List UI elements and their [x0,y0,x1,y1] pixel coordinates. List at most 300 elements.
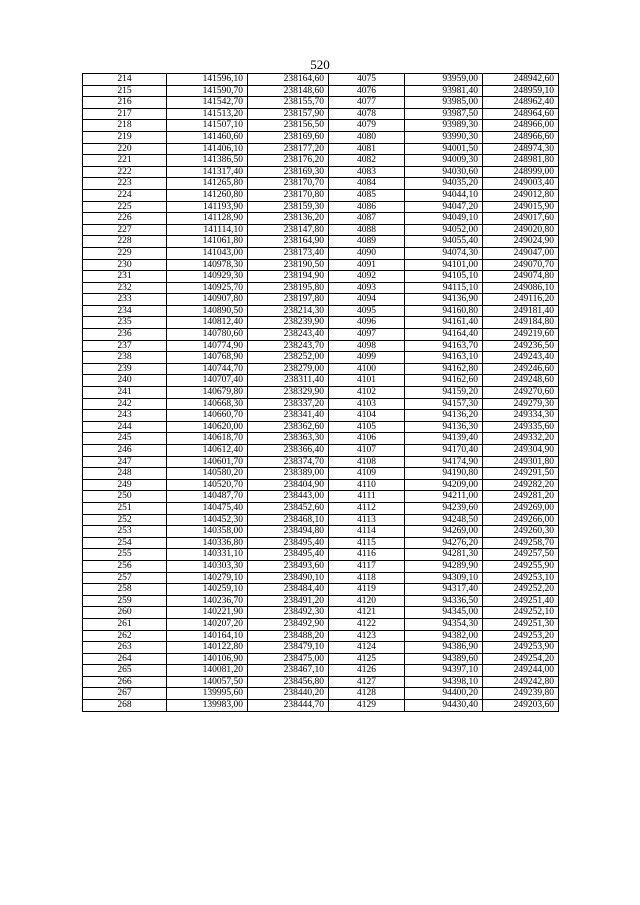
table-row [83,410,559,422]
coordinates-table [82,73,559,712]
point-number-2-cell: 4090 [329,247,405,259]
point-number-cell: 246 [83,445,167,457]
y-coordinate-cell: 238374,70 [248,456,329,468]
x-coordinate-2-cell: 94209,00 [405,479,483,491]
point-number-2-cell: 4118 [329,572,405,584]
y-coordinate-2-cell: 248966,00 [483,120,559,132]
x-coordinate-cell: 140601,70 [167,456,248,468]
x-coordinate-2-cell: 94430,40 [405,700,483,712]
x-coordinate-cell: 140668,30 [167,398,248,410]
x-coordinate-cell: 141590,70 [167,85,248,97]
x-coordinate-2-cell: 94044,10 [405,189,483,201]
x-coordinate-cell: 140057,50 [167,676,248,688]
y-coordinate-2-cell: 249047,00 [483,247,559,259]
table-row [83,584,559,596]
point-number-2-cell: 4103 [329,398,405,410]
x-coordinate-2-cell: 94170,40 [405,445,483,457]
y-coordinate-cell: 238495,40 [248,549,329,561]
y-coordinate-cell: 238279,00 [248,363,329,375]
point-number-cell: 226 [83,213,167,225]
point-number-cell: 257 [83,572,167,584]
y-coordinate-cell: 238170,70 [248,178,329,190]
point-number-cell: 223 [83,178,167,190]
point-number-2-cell: 4101 [329,375,405,387]
x-coordinate-cell: 140331,10 [167,549,248,561]
x-coordinate-cell: 140620,00 [167,421,248,433]
table-row [83,456,559,468]
point-number-2-cell: 4123 [329,630,405,642]
point-number-cell: 261 [83,618,167,630]
x-coordinate-2-cell: 94309,10 [405,572,483,584]
x-coordinate-cell: 140279,10 [167,572,248,584]
y-coordinate-cell: 238475,00 [248,653,329,665]
y-coordinate-cell: 238456,80 [248,676,329,688]
table-row [83,421,559,433]
point-number-cell: 244 [83,421,167,433]
x-coordinate-2-cell: 94139,40 [405,433,483,445]
x-coordinate-2-cell: 93987,50 [405,108,483,120]
y-coordinate-2-cell: 249260,30 [483,526,559,538]
y-coordinate-cell: 238243,70 [248,340,329,352]
y-coordinate-2-cell: 249254,20 [483,653,559,665]
table-row [83,526,559,538]
point-number-cell: 234 [83,305,167,317]
x-coordinate-cell: 140780,60 [167,329,248,341]
point-number-cell: 241 [83,387,167,399]
table-row [83,653,559,665]
y-coordinate-cell: 238468,10 [248,514,329,526]
x-coordinate-2-cell: 93990,30 [405,131,483,143]
point-number-2-cell: 4078 [329,108,405,120]
x-coordinate-2-cell: 94190,80 [405,468,483,480]
x-coordinate-cell: 141406,10 [167,143,248,155]
x-coordinate-cell: 140081,20 [167,665,248,677]
x-coordinate-2-cell: 94164,40 [405,329,483,341]
y-coordinate-2-cell: 248959,10 [483,85,559,97]
y-coordinate-2-cell: 249244,00 [483,665,559,677]
table-row [83,166,559,178]
x-coordinate-2-cell: 94161,40 [405,317,483,329]
x-coordinate-cell: 140358,00 [167,526,248,538]
point-number-2-cell: 4080 [329,131,405,143]
point-number-cell: 253 [83,526,167,538]
y-coordinate-cell: 238495,40 [248,537,329,549]
point-number-cell: 264 [83,653,167,665]
table-row [83,97,559,109]
x-coordinate-2-cell: 94162,60 [405,375,483,387]
x-coordinate-cell: 140164,10 [167,630,248,642]
point-number-cell: 222 [83,166,167,178]
point-number-cell: 259 [83,595,167,607]
point-number-cell: 216 [83,97,167,109]
y-coordinate-cell: 238148,60 [248,85,329,97]
point-number-2-cell: 4127 [329,676,405,688]
point-number-2-cell: 4110 [329,479,405,491]
y-coordinate-cell: 238440,20 [248,688,329,700]
x-coordinate-2-cell: 94047,20 [405,201,483,213]
table-row [83,363,559,375]
y-coordinate-2-cell: 249184,80 [483,317,559,329]
table-row [83,305,559,317]
point-number-cell: 268 [83,700,167,712]
point-number-2-cell: 4091 [329,259,405,271]
y-coordinate-2-cell: 249266,00 [483,514,559,526]
point-number-2-cell: 4094 [329,294,405,306]
point-number-cell: 224 [83,189,167,201]
x-coordinate-2-cell: 94105,10 [405,271,483,283]
point-number-2-cell: 4099 [329,352,405,364]
x-coordinate-cell: 141193,90 [167,201,248,213]
point-number-cell: 256 [83,560,167,572]
table-row [83,700,559,712]
y-coordinate-2-cell: 249335,60 [483,421,559,433]
point-number-2-cell: 4116 [329,549,405,561]
y-coordinate-2-cell: 248981,80 [483,155,559,167]
y-coordinate-cell: 238363,30 [248,433,329,445]
y-coordinate-cell: 238491,20 [248,595,329,607]
point-number-cell: 267 [83,688,167,700]
y-coordinate-2-cell: 249086,10 [483,282,559,294]
x-coordinate-cell: 140744,70 [167,363,248,375]
point-number-cell: 230 [83,259,167,271]
table-row [83,74,559,86]
y-coordinate-cell: 238157,90 [248,108,329,120]
y-coordinate-2-cell: 248966,60 [483,131,559,143]
table-row [83,155,559,167]
y-coordinate-cell: 238452,60 [248,502,329,514]
y-coordinate-2-cell: 249239,80 [483,688,559,700]
x-coordinate-2-cell: 94276,20 [405,537,483,549]
y-coordinate-cell: 238169,30 [248,166,329,178]
x-coordinate-cell: 140612,40 [167,445,248,457]
y-coordinate-2-cell: 248964,60 [483,108,559,120]
x-coordinate-cell: 140122,80 [167,642,248,654]
x-coordinate-2-cell: 94136,90 [405,294,483,306]
y-coordinate-2-cell: 249017,60 [483,213,559,225]
y-coordinate-2-cell: 249270,60 [483,387,559,399]
point-number-2-cell: 4088 [329,224,405,236]
table-row [83,224,559,236]
y-coordinate-cell: 238389,00 [248,468,329,480]
table-row [83,294,559,306]
x-coordinate-cell: 140221,90 [167,607,248,619]
x-coordinate-2-cell: 94386,90 [405,642,483,654]
y-coordinate-cell: 238147,80 [248,224,329,236]
y-coordinate-2-cell: 249253,20 [483,630,559,642]
y-coordinate-cell: 238467,10 [248,665,329,677]
x-coordinate-2-cell: 94049,10 [405,213,483,225]
x-coordinate-cell: 140890,50 [167,305,248,317]
point-number-2-cell: 4109 [329,468,405,480]
y-coordinate-2-cell: 249074,80 [483,271,559,283]
point-number-cell: 218 [83,120,167,132]
y-coordinate-cell: 238173,40 [248,247,329,259]
y-coordinate-cell: 238176,20 [248,155,329,167]
x-coordinate-2-cell: 94163,10 [405,352,483,364]
y-coordinate-cell: 238170,80 [248,189,329,201]
y-coordinate-2-cell: 249334,30 [483,410,559,422]
table-row [83,468,559,480]
point-number-cell: 266 [83,676,167,688]
y-coordinate-2-cell: 249012,80 [483,189,559,201]
point-number-cell: 237 [83,340,167,352]
x-coordinate-2-cell: 94317,40 [405,584,483,596]
y-coordinate-2-cell: 249020,80 [483,224,559,236]
x-coordinate-cell: 141317,40 [167,166,248,178]
x-coordinate-2-cell: 94248,50 [405,514,483,526]
x-coordinate-2-cell: 94115,10 [405,282,483,294]
table-row [83,236,559,248]
y-coordinate-cell: 238194,90 [248,271,329,283]
point-number-cell: 217 [83,108,167,120]
y-coordinate-cell: 238493,60 [248,560,329,572]
point-number-cell: 233 [83,294,167,306]
y-coordinate-2-cell: 249243,40 [483,352,559,364]
y-coordinate-2-cell: 249332,20 [483,433,559,445]
x-coordinate-cell: 140487,70 [167,491,248,503]
x-coordinate-2-cell: 94035,20 [405,178,483,190]
point-number-cell: 243 [83,410,167,422]
x-coordinate-2-cell: 94159,20 [405,387,483,399]
point-number-2-cell: 4076 [329,85,405,97]
point-number-2-cell: 4075 [329,74,405,86]
point-number-cell: 249 [83,479,167,491]
point-number-2-cell: 4106 [329,433,405,445]
point-number-2-cell: 4089 [329,236,405,248]
table-row [83,560,559,572]
point-number-2-cell: 4096 [329,317,405,329]
x-coordinate-2-cell: 93981,40 [405,85,483,97]
point-number-cell: 235 [83,317,167,329]
point-number-cell: 232 [83,282,167,294]
x-coordinate-2-cell: 94009,30 [405,155,483,167]
y-coordinate-2-cell: 249252,10 [483,607,559,619]
x-coordinate-2-cell: 93985,00 [405,97,483,109]
y-coordinate-2-cell: 249258,70 [483,537,559,549]
x-coordinate-cell: 140106,90 [167,653,248,665]
x-coordinate-2-cell: 94136,20 [405,410,483,422]
y-coordinate-cell: 238177,20 [248,143,329,155]
table-row [83,143,559,155]
point-number-2-cell: 4111 [329,491,405,503]
point-number-cell: 228 [83,236,167,248]
x-coordinate-2-cell: 94400,20 [405,688,483,700]
point-number-2-cell: 4107 [329,445,405,457]
table-row [83,514,559,526]
x-coordinate-2-cell: 93989,30 [405,120,483,132]
x-coordinate-2-cell: 93959,00 [405,74,483,86]
y-coordinate-cell: 238444,70 [248,700,329,712]
y-coordinate-2-cell: 249304,90 [483,445,559,457]
x-coordinate-2-cell: 94398,10 [405,676,483,688]
table-row [83,340,559,352]
x-coordinate-2-cell: 94397,10 [405,665,483,677]
x-coordinate-cell: 140679,80 [167,387,248,399]
y-coordinate-2-cell: 249269,00 [483,502,559,514]
y-coordinate-cell: 238136,20 [248,213,329,225]
table-row [83,630,559,642]
y-coordinate-cell: 238492,90 [248,618,329,630]
table-row [83,618,559,630]
table-row [83,178,559,190]
point-number-cell: 252 [83,514,167,526]
table-row [83,665,559,677]
y-coordinate-cell: 238341,40 [248,410,329,422]
x-coordinate-2-cell: 94345,00 [405,607,483,619]
point-number-cell: 251 [83,502,167,514]
x-coordinate-2-cell: 94136,30 [405,421,483,433]
point-number-cell: 248 [83,468,167,480]
point-number-2-cell: 4129 [329,700,405,712]
y-coordinate-2-cell: 249003,40 [483,178,559,190]
point-number-2-cell: 4126 [329,665,405,677]
point-number-2-cell: 4092 [329,271,405,283]
table-row [83,352,559,364]
point-number-cell: 245 [83,433,167,445]
y-coordinate-2-cell: 249219,60 [483,329,559,341]
point-number-2-cell: 4120 [329,595,405,607]
y-coordinate-2-cell: 248974,30 [483,143,559,155]
point-number-cell: 220 [83,143,167,155]
table-row [83,572,559,584]
point-number-cell: 260 [83,607,167,619]
y-coordinate-cell: 238155,70 [248,97,329,109]
point-number-cell: 229 [83,247,167,259]
table-row [83,595,559,607]
table-row [83,259,559,271]
y-coordinate-cell: 238190,50 [248,259,329,271]
point-number-2-cell: 4122 [329,618,405,630]
point-number-cell: 215 [83,85,167,97]
point-number-2-cell: 4097 [329,329,405,341]
x-coordinate-2-cell: 94281,30 [405,549,483,561]
table-row [83,502,559,514]
y-coordinate-cell: 238164,60 [248,74,329,86]
x-coordinate-2-cell: 94389,60 [405,653,483,665]
y-coordinate-cell: 238488,20 [248,630,329,642]
point-number-cell: 236 [83,329,167,341]
x-coordinate-cell: 141542,70 [167,97,248,109]
table-row [83,201,559,213]
point-number-cell: 238 [83,352,167,364]
table-row [83,688,559,700]
point-number-2-cell: 4102 [329,387,405,399]
y-coordinate-cell: 238252,00 [248,352,329,364]
point-number-cell: 219 [83,131,167,143]
y-coordinate-2-cell: 249291,50 [483,468,559,480]
table-row [83,85,559,97]
x-coordinate-cell: 141386,50 [167,155,248,167]
x-coordinate-cell: 139983,00 [167,700,248,712]
point-number-2-cell: 4100 [329,363,405,375]
point-number-cell: 225 [83,201,167,213]
x-coordinate-cell: 140925,70 [167,282,248,294]
y-coordinate-2-cell: 249255,90 [483,560,559,572]
x-coordinate-cell: 139995,60 [167,688,248,700]
y-coordinate-cell: 238243,40 [248,329,329,341]
table-row [83,537,559,549]
table-row [83,549,559,561]
point-number-2-cell: 4128 [329,688,405,700]
table-row [83,433,559,445]
x-coordinate-cell: 141061,80 [167,236,248,248]
x-coordinate-cell: 141460,60 [167,131,248,143]
y-coordinate-2-cell: 249116,20 [483,294,559,306]
y-coordinate-cell: 238484,40 [248,584,329,596]
point-number-cell: 227 [83,224,167,236]
x-coordinate-cell: 140452,30 [167,514,248,526]
point-number-cell: 242 [83,398,167,410]
table-row [83,271,559,283]
point-number-2-cell: 4104 [329,410,405,422]
y-coordinate-cell: 238443,00 [248,491,329,503]
y-coordinate-cell: 238239,90 [248,317,329,329]
y-coordinate-2-cell: 249015,90 [483,201,559,213]
x-coordinate-cell: 140768,90 [167,352,248,364]
point-number-2-cell: 4095 [329,305,405,317]
x-coordinate-2-cell: 94382,00 [405,630,483,642]
table-row [83,282,559,294]
x-coordinate-2-cell: 94030,60 [405,166,483,178]
x-coordinate-cell: 141260,80 [167,189,248,201]
x-coordinate-2-cell: 94157,30 [405,398,483,410]
point-number-2-cell: 4079 [329,120,405,132]
y-coordinate-cell: 238479,10 [248,642,329,654]
x-coordinate-2-cell: 94211,00 [405,491,483,503]
point-number-cell: 250 [83,491,167,503]
table-row [83,387,559,399]
table-row [83,479,559,491]
y-coordinate-cell: 238404,90 [248,479,329,491]
y-coordinate-2-cell: 248999,00 [483,166,559,178]
point-number-2-cell: 4121 [329,607,405,619]
table-row [83,398,559,410]
point-number-cell: 239 [83,363,167,375]
x-coordinate-cell: 140660,70 [167,410,248,422]
point-number-2-cell: 4083 [329,166,405,178]
x-coordinate-2-cell: 94174,90 [405,456,483,468]
y-coordinate-2-cell: 249203,60 [483,700,559,712]
point-number-2-cell: 4084 [329,178,405,190]
x-coordinate-cell: 140236,70 [167,595,248,607]
point-number-2-cell: 4117 [329,560,405,572]
y-coordinate-2-cell: 248962,40 [483,97,559,109]
point-number-2-cell: 4112 [329,502,405,514]
y-coordinate-cell: 238362,60 [248,421,329,433]
table-row [83,247,559,259]
point-number-2-cell: 4108 [329,456,405,468]
point-number-2-cell: 4087 [329,213,405,225]
x-coordinate-2-cell: 94001,50 [405,143,483,155]
x-coordinate-cell: 140618,70 [167,433,248,445]
point-number-2-cell: 4085 [329,189,405,201]
point-number-cell: 231 [83,271,167,283]
y-coordinate-2-cell: 249070,70 [483,259,559,271]
x-coordinate-cell: 141128,90 [167,213,248,225]
x-coordinate-2-cell: 94162,80 [405,363,483,375]
x-coordinate-cell: 140929,30 [167,271,248,283]
x-coordinate-2-cell: 94289,90 [405,560,483,572]
table-row [83,642,559,654]
y-coordinate-cell: 238197,80 [248,294,329,306]
point-number-2-cell: 4098 [329,340,405,352]
x-coordinate-cell: 140259,10 [167,584,248,596]
x-coordinate-2-cell: 94163,70 [405,340,483,352]
table-row [83,189,559,201]
page-number: 520 [310,57,330,72]
y-coordinate-cell: 238156,50 [248,120,329,132]
x-coordinate-cell: 140580,20 [167,468,248,480]
